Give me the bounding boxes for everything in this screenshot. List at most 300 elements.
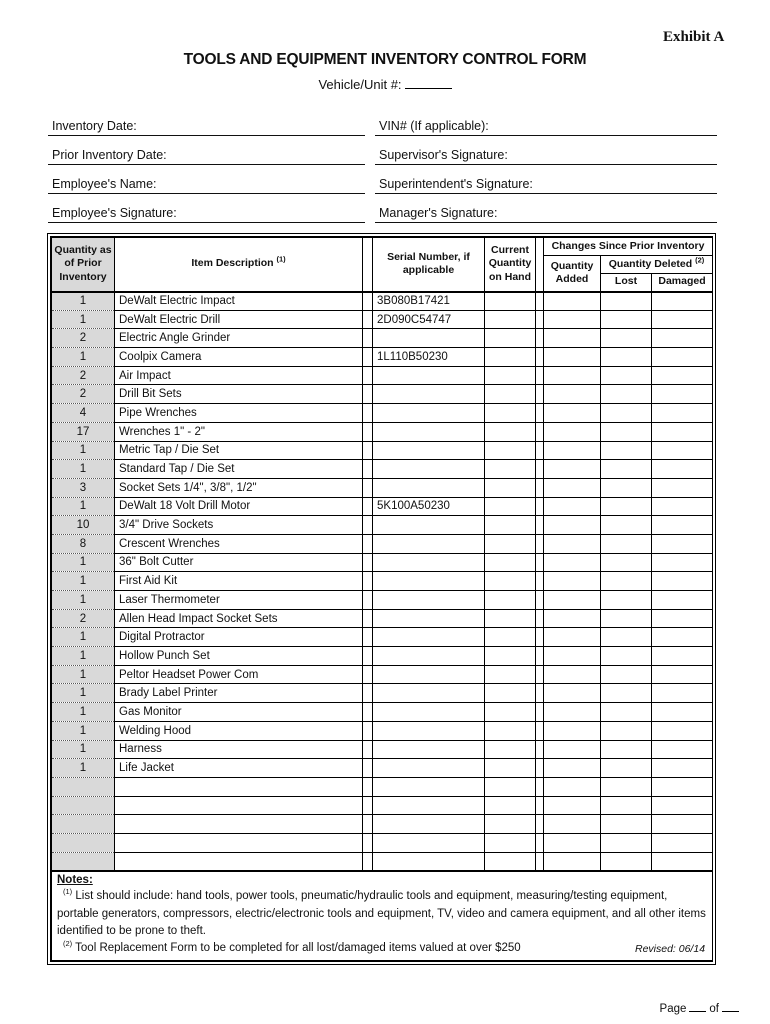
spacer-cell xyxy=(363,815,373,834)
item-description-footnote-ref: (1) xyxy=(276,254,286,264)
item-description-cell: Brady Label Printer xyxy=(115,684,363,703)
notes-heading: Notes: xyxy=(57,873,93,886)
spacer-cell xyxy=(363,833,373,852)
spacer-cell xyxy=(363,348,373,367)
spacer-cell xyxy=(363,703,373,722)
qty-prior-cell: 1 xyxy=(52,721,115,740)
spacer-cell xyxy=(536,591,544,610)
damaged-cell xyxy=(652,497,713,516)
field-label: Manager's Signature: xyxy=(379,206,498,220)
serial-number-cell xyxy=(373,628,485,647)
qty-prior-cell: 1 xyxy=(52,441,115,460)
item-description-cell: Laser Thermometer xyxy=(115,591,363,610)
spacer-cell xyxy=(536,441,544,460)
field-label: VIN# (If applicable): xyxy=(379,119,489,133)
qty-prior-cell xyxy=(52,777,115,796)
lost-cell xyxy=(601,684,652,703)
spacer-cell xyxy=(363,647,373,666)
serial-number-cell xyxy=(373,852,485,871)
field-label: Superintendent's Signature: xyxy=(379,177,533,191)
spacer-cell xyxy=(536,665,544,684)
table-row xyxy=(52,815,713,834)
table-row xyxy=(52,628,713,647)
current-qty-cell xyxy=(485,516,536,535)
current-qty-cell xyxy=(485,422,536,441)
field-label: Inventory Date: xyxy=(52,119,137,133)
note-2-ref: (2) xyxy=(63,939,73,949)
qty-added-cell xyxy=(544,684,601,703)
lost-cell xyxy=(601,796,652,815)
serial-number-cell xyxy=(373,553,485,572)
damaged-cell xyxy=(652,852,713,871)
qty-added-cell xyxy=(544,441,601,460)
serial-number-cell xyxy=(373,759,485,778)
of-label: of xyxy=(709,1003,719,1015)
qty-prior-cell: 3 xyxy=(52,478,115,497)
spacer-cell xyxy=(536,366,544,385)
field-manager-signature xyxy=(375,201,717,223)
qty-added-cell xyxy=(544,460,601,479)
table-row xyxy=(52,441,713,460)
revised-date: Revised: 06/14 xyxy=(634,942,706,955)
form-title: TOOLS AND EQUIPMENT INVENTORY CONTROL FORM xyxy=(183,51,587,68)
field-superintendent-signature xyxy=(375,172,717,194)
item-description-cell: Standard Tap / Die Set xyxy=(115,460,363,479)
field-label: Employee's Signature: xyxy=(52,206,177,220)
col-header-damaged: Damaged xyxy=(652,274,713,292)
qty-added-cell xyxy=(544,703,601,722)
qty-added-cell xyxy=(544,553,601,572)
spacer-cell xyxy=(536,460,544,479)
serial-number-cell: 1L110B50230 xyxy=(373,348,485,367)
vehicle-unit-label: Vehicle/Unit #: xyxy=(318,77,402,92)
item-description-cell: Wrenches 1" - 2" xyxy=(115,422,363,441)
serial-number-cell xyxy=(373,796,485,815)
item-description-cell xyxy=(115,796,363,815)
table-row xyxy=(52,534,713,553)
qty-prior-cell: 1 xyxy=(52,460,115,479)
spacer-cell xyxy=(536,572,544,591)
serial-number-cell: 3B080B17421 xyxy=(373,292,485,311)
current-qty-cell xyxy=(485,684,536,703)
lost-cell xyxy=(601,759,652,778)
current-qty-cell xyxy=(485,460,536,479)
spacer-cell xyxy=(363,684,373,703)
item-description-cell: Welding Hood xyxy=(115,721,363,740)
lost-cell xyxy=(601,703,652,722)
damaged-cell xyxy=(652,348,713,367)
qty-added-cell xyxy=(544,404,601,423)
current-qty-cell xyxy=(485,497,536,516)
spacer-cell xyxy=(536,703,544,722)
page-label: Page xyxy=(659,1003,687,1015)
spacer-cell xyxy=(536,852,544,871)
qty-added-cell xyxy=(544,497,601,516)
note-1 xyxy=(57,888,707,940)
col-header-item-description-text: Item Description xyxy=(191,257,274,270)
serial-number-cell xyxy=(373,441,485,460)
spacer-cell xyxy=(536,516,544,535)
serial-number-cell xyxy=(373,684,485,703)
field-employee-name xyxy=(48,172,365,194)
spacer-cell xyxy=(363,665,373,684)
table-row xyxy=(52,385,713,404)
item-description-cell xyxy=(115,852,363,871)
col-header-qty-added: Quantity Added xyxy=(544,256,601,292)
spacer-cell xyxy=(536,796,544,815)
spacer-column-header xyxy=(363,238,373,292)
spacer-cell xyxy=(536,310,544,329)
lost-cell xyxy=(601,628,652,647)
current-qty-cell xyxy=(485,721,536,740)
item-description-cell: Socket Sets 1/4", 3/8", 1/2" xyxy=(115,478,363,497)
damaged-cell xyxy=(652,684,713,703)
serial-number-cell xyxy=(373,740,485,759)
qty-added-cell xyxy=(544,572,601,591)
qty-added-cell xyxy=(544,366,601,385)
spacer-cell xyxy=(363,721,373,740)
damaged-cell xyxy=(652,628,713,647)
inventory-table-body xyxy=(52,292,713,871)
spacer-cell xyxy=(536,348,544,367)
spacer-cell xyxy=(536,740,544,759)
item-description-cell xyxy=(115,815,363,834)
qty-prior-cell: 2 xyxy=(52,609,115,628)
qty-added-cell xyxy=(544,777,601,796)
lost-cell xyxy=(601,609,652,628)
field-inventory-date xyxy=(48,114,365,136)
current-qty-cell xyxy=(485,609,536,628)
qty-prior-cell xyxy=(52,796,115,815)
damaged-cell xyxy=(652,833,713,852)
item-description-cell: Crescent Wrenches xyxy=(115,534,363,553)
damaged-cell xyxy=(652,422,713,441)
serial-number-cell xyxy=(373,404,485,423)
current-qty-cell xyxy=(485,777,536,796)
spacer-cell xyxy=(363,609,373,628)
lost-cell xyxy=(601,777,652,796)
table-row xyxy=(52,497,713,516)
damaged-cell xyxy=(652,647,713,666)
item-description-cell: DeWalt 18 Volt Drill Motor xyxy=(115,497,363,516)
col-header-item-description xyxy=(115,238,363,292)
spacer-cell xyxy=(536,404,544,423)
qty-prior-cell: 2 xyxy=(52,329,115,348)
damaged-cell xyxy=(652,385,713,404)
col-header-qty-deleted xyxy=(601,256,713,274)
spacer-cell xyxy=(363,497,373,516)
current-qty-cell xyxy=(485,852,536,871)
qty-prior-cell: 1 xyxy=(52,740,115,759)
item-description-cell: Gas Monitor xyxy=(115,703,363,722)
item-description-cell: Peltor Headset Power Com xyxy=(115,665,363,684)
table-row xyxy=(52,348,713,367)
item-description-cell: Air Impact xyxy=(115,366,363,385)
table-row xyxy=(52,740,713,759)
table-row xyxy=(52,329,713,348)
qty-prior-cell: 1 xyxy=(52,348,115,367)
current-qty-cell xyxy=(485,759,536,778)
lost-cell xyxy=(601,478,652,497)
qty-deleted-footnote-ref: (2) xyxy=(695,255,705,265)
item-description-cell: Drill Bit Sets xyxy=(115,385,363,404)
qty-added-cell xyxy=(544,852,601,871)
lost-cell xyxy=(601,833,652,852)
qty-prior-cell: 1 xyxy=(52,647,115,666)
page-total-blank xyxy=(722,999,739,1012)
qty-added-cell xyxy=(544,385,601,404)
spacer-cell xyxy=(363,441,373,460)
field-vin xyxy=(375,114,717,136)
damaged-cell xyxy=(652,460,713,479)
spacer-cell xyxy=(363,385,373,404)
qty-added-cell xyxy=(544,292,601,311)
serial-number-cell xyxy=(373,572,485,591)
table-row xyxy=(52,422,713,441)
exhibit-label: Exhibit A xyxy=(663,29,725,45)
damaged-cell xyxy=(652,815,713,834)
lost-cell xyxy=(601,310,652,329)
field-supervisor-signature xyxy=(375,143,717,165)
spacer-cell xyxy=(536,609,544,628)
lost-cell xyxy=(601,553,652,572)
item-description-cell: DeWalt Electric Impact xyxy=(115,292,363,311)
table-row xyxy=(52,460,713,479)
damaged-cell xyxy=(652,721,713,740)
current-qty-cell xyxy=(485,572,536,591)
spacer-cell xyxy=(363,572,373,591)
serial-number-cell xyxy=(373,516,485,535)
lost-cell xyxy=(601,404,652,423)
table-row xyxy=(52,684,713,703)
spacer-cell xyxy=(536,329,544,348)
current-qty-cell xyxy=(485,310,536,329)
qty-added-cell xyxy=(544,796,601,815)
damaged-cell xyxy=(652,516,713,535)
spacer-cell xyxy=(363,422,373,441)
qty-prior-cell xyxy=(52,852,115,871)
spacer-cell xyxy=(363,460,373,479)
damaged-cell xyxy=(652,572,713,591)
qty-added-cell xyxy=(544,833,601,852)
field-label: Supervisor's Signature: xyxy=(379,148,508,162)
current-qty-cell xyxy=(485,647,536,666)
spacer-cell xyxy=(363,591,373,610)
spacer-cell xyxy=(536,777,544,796)
table-row xyxy=(52,703,713,722)
qty-prior-cell: 1 xyxy=(52,292,115,311)
table-row xyxy=(52,404,713,423)
spacer-cell xyxy=(363,478,373,497)
item-description-cell: DeWalt Electric Drill xyxy=(115,310,363,329)
serial-number-cell xyxy=(373,703,485,722)
vehicle-unit-blank xyxy=(405,76,452,89)
current-qty-cell xyxy=(485,553,536,572)
current-qty-cell xyxy=(485,404,536,423)
spacer-cell xyxy=(363,628,373,647)
qty-added-cell xyxy=(544,628,601,647)
serial-number-cell xyxy=(373,815,485,834)
table-row xyxy=(52,478,713,497)
qty-prior-cell: 8 xyxy=(52,534,115,553)
spacer-cell xyxy=(536,628,544,647)
table-row xyxy=(52,609,713,628)
item-description-cell: Electric Angle Grinder xyxy=(115,329,363,348)
qty-prior-cell: 17 xyxy=(52,422,115,441)
qty-prior-cell: 1 xyxy=(52,553,115,572)
lost-cell xyxy=(601,366,652,385)
vehicle-unit-line xyxy=(0,76,770,92)
spacer-cell xyxy=(363,852,373,871)
lost-cell xyxy=(601,497,652,516)
lost-cell xyxy=(601,534,652,553)
serial-number-cell xyxy=(373,647,485,666)
table-header xyxy=(52,238,713,292)
lost-cell xyxy=(601,422,652,441)
damaged-cell xyxy=(652,591,713,610)
qty-added-cell xyxy=(544,815,601,834)
damaged-cell xyxy=(652,777,713,796)
spacer-cell xyxy=(363,516,373,535)
col-header-serial: Serial Number, if applicable xyxy=(373,238,485,292)
qty-added-cell xyxy=(544,721,601,740)
serial-number-cell xyxy=(373,329,485,348)
table-row xyxy=(52,591,713,610)
serial-number-cell xyxy=(373,366,485,385)
table-row xyxy=(52,852,713,871)
current-qty-cell xyxy=(485,385,536,404)
spacer-cell xyxy=(363,329,373,348)
note-1-text: List should include: hand tools, power tools, pneumatic/hydraulic tools and equipment, measuring/testing equipment, portable generators, compressors, electric/electronic tools and equipment, TV, video and camera equipment, and all other items identified to be prone to theft. xyxy=(57,890,706,937)
serial-number-cell: 2D090C54747 xyxy=(373,310,485,329)
spacer-cell xyxy=(363,796,373,815)
current-qty-cell xyxy=(485,478,536,497)
item-description-cell: Allen Head Impact Socket Sets xyxy=(115,609,363,628)
spacer-cell xyxy=(363,534,373,553)
damaged-cell xyxy=(652,292,713,311)
item-description-cell: 3/4" Drive Sockets xyxy=(115,516,363,535)
qty-added-cell xyxy=(544,591,601,610)
current-qty-cell xyxy=(485,329,536,348)
item-description-cell: Harness xyxy=(115,740,363,759)
qty-prior-cell: 10 xyxy=(52,516,115,535)
spacer-cell xyxy=(536,815,544,834)
qty-added-cell xyxy=(544,665,601,684)
spacer-cell xyxy=(536,553,544,572)
spacer-cell xyxy=(536,534,544,553)
qty-prior-cell: 2 xyxy=(52,385,115,404)
lost-cell xyxy=(601,441,652,460)
damaged-cell xyxy=(652,404,713,423)
item-description-cell: Pipe Wrenches xyxy=(115,404,363,423)
lost-cell xyxy=(601,591,652,610)
inventory-table-wrapper xyxy=(47,233,716,965)
table-row xyxy=(52,572,713,591)
damaged-cell xyxy=(652,740,713,759)
current-qty-cell xyxy=(485,796,536,815)
damaged-cell xyxy=(652,609,713,628)
spacer-cell xyxy=(536,721,544,740)
current-qty-cell xyxy=(485,665,536,684)
qty-added-cell xyxy=(544,740,601,759)
current-qty-cell xyxy=(485,441,536,460)
qty-prior-cell: 1 xyxy=(52,497,115,516)
damaged-cell xyxy=(652,759,713,778)
qty-added-cell xyxy=(544,348,601,367)
table-row xyxy=(52,647,713,666)
serial-number-cell xyxy=(373,833,485,852)
table-row xyxy=(52,796,713,815)
table-row xyxy=(52,759,713,778)
spacer-cell xyxy=(536,292,544,311)
table-row xyxy=(52,665,713,684)
lost-cell xyxy=(601,815,652,834)
spacer-cell xyxy=(363,404,373,423)
item-description-cell xyxy=(115,777,363,796)
spacer-cell xyxy=(536,684,544,703)
current-qty-cell xyxy=(485,591,536,610)
note-2-line xyxy=(57,940,707,957)
col-header-qty-prior: Quantity as of Prior Inventory xyxy=(52,238,115,292)
table-row xyxy=(52,553,713,572)
lost-cell xyxy=(601,516,652,535)
qty-added-cell xyxy=(544,310,601,329)
inventory-table xyxy=(51,237,713,961)
table-row xyxy=(52,721,713,740)
damaged-cell xyxy=(652,665,713,684)
qty-added-cell xyxy=(544,647,601,666)
qty-prior-cell: 1 xyxy=(52,703,115,722)
page-number-line xyxy=(660,999,742,1015)
lost-cell xyxy=(601,292,652,311)
current-qty-cell xyxy=(485,534,536,553)
lost-cell xyxy=(601,665,652,684)
lost-cell xyxy=(601,721,652,740)
spacer-cell xyxy=(536,497,544,516)
qty-prior-cell xyxy=(52,815,115,834)
current-qty-cell xyxy=(485,628,536,647)
serial-number-cell xyxy=(373,591,485,610)
note-1-ref: (1) xyxy=(63,887,73,897)
spacer-cell xyxy=(536,385,544,404)
table-row xyxy=(52,833,713,852)
current-qty-cell xyxy=(485,833,536,852)
qty-added-cell xyxy=(544,329,601,348)
serial-number-cell xyxy=(373,478,485,497)
field-employee-signature xyxy=(48,201,365,223)
spacer-column-header-2 xyxy=(536,238,544,292)
spacer-cell xyxy=(363,740,373,759)
item-description-cell: Digital Protractor xyxy=(115,628,363,647)
current-qty-cell xyxy=(485,348,536,367)
current-qty-cell xyxy=(485,292,536,311)
table-row xyxy=(52,516,713,535)
page-number-blank xyxy=(689,999,706,1012)
lost-cell xyxy=(601,740,652,759)
spacer-cell xyxy=(536,833,544,852)
qty-prior-cell: 1 xyxy=(52,572,115,591)
spacer-cell xyxy=(536,422,544,441)
qty-prior-cell: 2 xyxy=(52,366,115,385)
qty-prior-cell: 1 xyxy=(52,665,115,684)
qty-prior-cell: 1 xyxy=(52,628,115,647)
item-description-cell: First Aid Kit xyxy=(115,572,363,591)
lost-cell xyxy=(601,460,652,479)
item-description-cell: Coolpix Camera xyxy=(115,348,363,367)
damaged-cell xyxy=(652,534,713,553)
qty-prior-cell: 4 xyxy=(52,404,115,423)
table-row xyxy=(52,310,713,329)
